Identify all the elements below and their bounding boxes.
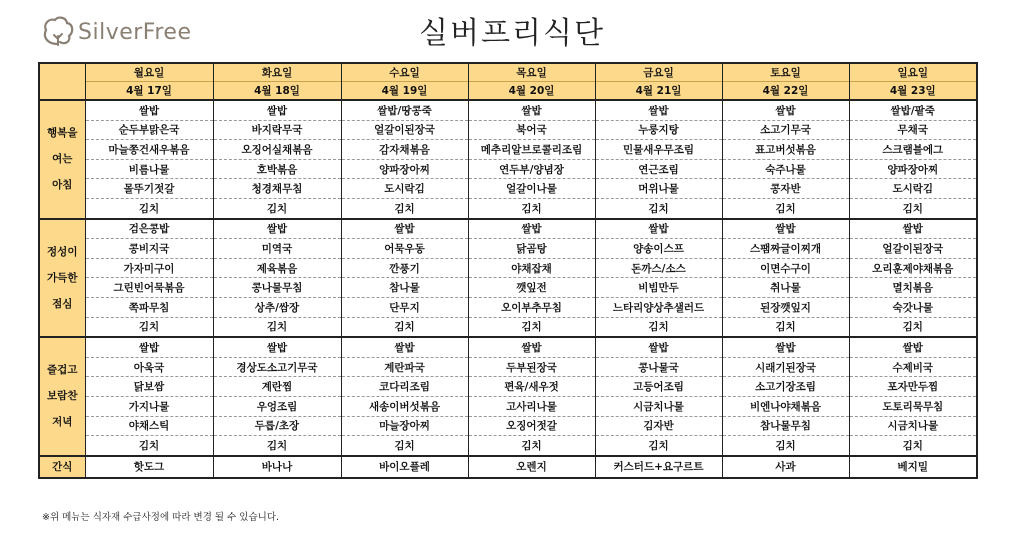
menu-item: 쌀밥/땅콩죽 [341,100,468,120]
menu-item: 쌀밥 [595,337,722,357]
menu-item: 참나물 [341,278,468,298]
menu-item: 김치 [849,436,977,456]
menu-item: 이면수구이 [722,258,849,278]
day-header: 금요일 [595,63,722,82]
menu-item: 콩자반 [722,179,849,199]
date-header: 4월 21일 [595,82,722,101]
menu-item: 김치 [213,198,341,218]
menu-item: 김치 [595,436,722,456]
menu-item: 멸치볶음 [849,278,977,298]
day-header: 화요일 [213,63,341,82]
day-header: 토요일 [722,63,849,82]
menu-item: 김치 [722,436,849,456]
menu-item: 쌀밥 [213,100,341,120]
snack-row [39,456,977,478]
menu-item: 닭보쌈 [85,377,213,397]
menu-item: 고사리나물 [468,396,595,416]
menu-item: 미역국 [213,239,341,259]
menu-item: 오징어실채볶음 [213,140,341,160]
menu-item: 쌀밥 [468,337,595,357]
menu-item: 양파장아찌 [849,159,977,179]
menu-item: 콩나물무침 [213,278,341,298]
menu-item: 얼갈이된장국 [849,239,977,259]
menu-item: 머위나물 [595,179,722,199]
menu-item: 쌀밥/팥죽 [849,100,977,120]
menu-item: 김치 [722,198,849,218]
menu-item: 닭곰탕 [468,239,595,259]
menu-row [39,377,977,397]
menu-item: 제육볶음 [213,258,341,278]
menu-row [39,258,977,278]
menu-row [39,317,977,337]
menu-item: 편육/새우젓 [468,377,595,397]
header-dates-row [39,82,977,101]
meal-label-line: 아침 [52,179,73,192]
menu-item: 코다리조림 [341,377,468,397]
date-header: 4월 17일 [85,82,213,101]
meal-label [39,219,85,338]
day-header: 월요일 [85,63,213,82]
menu-item: 비름나물 [85,159,213,179]
menu-item: 수제비국 [849,357,977,377]
day-header: 일요일 [849,63,977,82]
menu-item: 깻잎전 [468,278,595,298]
menu-item: 순두부맑은국 [85,120,213,140]
menu-item: 야채스틱 [85,416,213,436]
menu-item: 쌀밥 [468,219,595,239]
menu-row [39,357,977,377]
menu-item: 메추리알브로콜리조림 [468,140,595,160]
menu-item: 그린빈어묵볶음 [85,278,213,298]
menu-item: 소고기장조림 [722,377,849,397]
menu-item: 콩나물국 [595,357,722,377]
date-header: 4월 19일 [341,82,468,101]
menu-item: 계란파국 [341,357,468,377]
menu-item: 콩비지국 [85,239,213,259]
menu-item: 쌀밥 [341,219,468,239]
menu-row [39,120,977,140]
menu-item: 취나물 [722,278,849,298]
menu-item: 두부된장국 [468,357,595,377]
menu-item: 고등어조림 [595,377,722,397]
snack-item: 바나나 [213,456,341,478]
meal-label-line: 저녁 [52,416,73,429]
menu-item: 소고기무국 [722,120,849,140]
menu-item: 비빔만두 [595,278,722,298]
menu-item: 민물새우무조림 [595,140,722,160]
snack-item: 베지밀 [849,456,977,478]
menu-item: 쌀밥 [849,337,977,357]
menu-item: 쌀밥 [595,100,722,120]
snack-item: 오렌지 [468,456,595,478]
menu-item: 어묵우동 [341,239,468,259]
menu-item: 포자만두찜 [849,377,977,397]
menu-item: 쌀밥 [85,337,213,357]
menu-row [39,179,977,199]
menu-item: 우엉조림 [213,396,341,416]
menu-item: 쌀밥 [341,337,468,357]
menu-item: 상추/쌈장 [213,297,341,317]
menu-item: 연두부/양념장 [468,159,595,179]
day-header: 수요일 [341,63,468,82]
menu-item: 쌀밥 [213,219,341,239]
menu-item: 마늘쫑건새우볶음 [85,140,213,160]
menu-item: 쪽파무침 [85,297,213,317]
menu-item: 쌀밥 [85,100,213,120]
meal-label-line: 보람찬 [47,390,78,403]
menu-item: 스크램블에그 [849,140,977,160]
menu-item: 몰뚜기젓갈 [85,179,213,199]
menu-item: 깐풍기 [341,258,468,278]
menu-item: 김치 [468,198,595,218]
menu-item: 김자반 [595,416,722,436]
page-title: 실버프리식단 [419,16,605,51]
header-corner [39,63,85,100]
menu-item: 김치 [213,317,341,337]
menu-item: 오이부추무침 [468,297,595,317]
menu-item: 김치 [849,198,977,218]
menu-item: 돈까스/소스 [595,258,722,278]
meal-label-line: 즐겁고 [47,364,78,377]
menu-item: 시금치나물 [849,416,977,436]
menu-row [39,100,977,120]
day-header: 목요일 [468,63,595,82]
menu-item: 쌀밥 [468,100,595,120]
menu-item: 가지나물 [85,396,213,416]
snack-item: 사과 [722,456,849,478]
menu-item: 김치 [85,436,213,456]
menu-item: 비엔나야채볶음 [722,396,849,416]
menu-item: 스팸짜글이찌개 [722,239,849,259]
menu-item: 된장깻잎지 [722,297,849,317]
menu-item: 계란찜 [213,377,341,397]
menu-item: 쌀밥 [722,100,849,120]
meal-label-line: 가득한 [47,271,78,284]
menu-item: 김치 [595,198,722,218]
snack-item: 바이오플레 [341,456,468,478]
logo-text: SilverFree [78,19,192,45]
menu-table [38,62,978,479]
menu-item: 검은콩밥 [85,219,213,239]
snack-item: 커스터드+요구르트 [595,456,722,478]
menu-item: 쌀밥 [213,337,341,357]
menu-item: 김치 [849,317,977,337]
menu-item: 얼갈이나물 [468,179,595,199]
menu-item: 연근조림 [595,159,722,179]
menu-item: 김치 [468,317,595,337]
menu-row [39,219,977,239]
menu-item: 무채국 [849,120,977,140]
meal-label [39,337,85,456]
menu-item: 청경채무침 [213,179,341,199]
menu-item: 김치 [341,317,468,337]
header-days-row [39,63,977,82]
menu-item: 김치 [341,436,468,456]
menu-item: 쌀밥 [595,219,722,239]
menu-item: 단무지 [341,297,468,317]
menu-item: 양송이스프 [595,239,722,259]
menu-item: 양파장아찌 [341,159,468,179]
menu-item: 쌀밥 [722,219,849,239]
menu-row [39,198,977,218]
menu-item: 도시락김 [849,179,977,199]
menu-row [39,416,977,436]
meal-label-line: 행복을 [47,127,78,140]
menu-item: 느타리양상추샐러드 [595,297,722,317]
meal-label [39,100,85,219]
menu-item: 가자미구이 [85,258,213,278]
menu-item: 야채잡채 [468,258,595,278]
menu-item: 도시락김 [341,179,468,199]
menu-item: 감자채볶음 [341,140,468,160]
menu-item: 새송이버섯볶음 [341,396,468,416]
menu-item: 쌀밥 [722,337,849,357]
meal-label-line: 여는 [52,153,73,166]
menu-item: 참나물무침 [722,416,849,436]
date-header: 4월 20일 [468,82,595,101]
menu-row [39,396,977,416]
snack-item: 핫도그 [85,456,213,478]
menu-item: 쌀밥 [849,219,977,239]
menu-item: 북어국 [468,120,595,140]
menu-item: 김치 [85,317,213,337]
menu-item: 마늘장아찌 [341,416,468,436]
menu-row [39,337,977,357]
menu-item: 아욱국 [85,357,213,377]
menu-item: 누룽지탕 [595,120,722,140]
menu-item: 숙주나물 [722,159,849,179]
menu-item: 도토리묵무침 [849,396,977,416]
footnote: ※위 메뉴는 식자재 수급사정에 따라 변경 될 수 있습니다. [42,512,280,523]
menu-item: 얼갈이된장국 [341,120,468,140]
menu-item: 바지락무국 [213,120,341,140]
menu-item: 두릅/초장 [213,416,341,436]
menu-item: 표고버섯볶음 [722,140,849,160]
menu-item: 오리훈제야채볶음 [849,258,977,278]
menu-item: 김치 [85,198,213,218]
meal-label-line: 정성이 [47,245,78,258]
menu-item: 경상도소고기무국 [213,357,341,377]
menu-item: 김치 [595,317,722,337]
date-header: 4월 18일 [213,82,341,101]
menu-item: 김치 [213,436,341,456]
menu-item: 숙갓나물 [849,297,977,317]
menu-item: 오징어젓갈 [468,416,595,436]
menu-row [39,239,977,259]
menu-row [39,278,977,298]
menu-item: 김치 [722,317,849,337]
menu-row [39,159,977,179]
menu-item: 김치 [341,198,468,218]
menu-item: 시금치나물 [595,396,722,416]
meal-label-line: 점심 [52,297,73,310]
menu-row [39,297,977,317]
menu-item: 호박볶음 [213,159,341,179]
menu-item: 김치 [468,436,595,456]
menu-item: 시래기된장국 [722,357,849,377]
date-header: 4월 23일 [849,82,977,101]
menu-row [39,436,977,456]
snack-label: 간식 [39,456,85,478]
date-header: 4월 22일 [722,82,849,101]
menu-row [39,140,977,160]
